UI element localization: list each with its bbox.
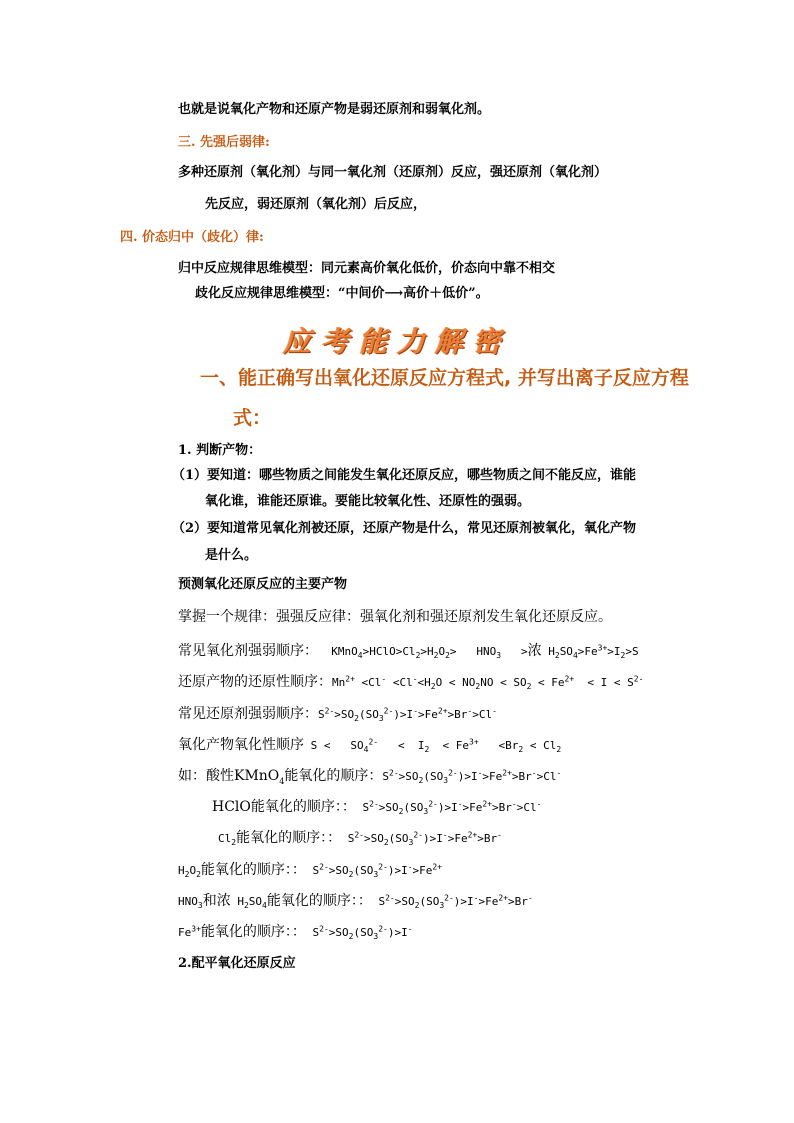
text-line: 是什么。 <box>205 548 258 563</box>
fe3-order: $Fe^{3+}$能氧化的顺序：： $S^{2-}>SO_2(SO_3^{2-})>I^-$ <box>178 924 413 942</box>
text-line: 归中反应规律思维模型：同元素高价氧化低价，价态向中靠不相交 <box>178 261 556 276</box>
hno3-order: $HNO_3$和浓 $H_2SO_4$能氧化的顺序：： $S^{2-}>SO_2(SO_3^{2-})>I^->Fe^{2+}>Br^-$ <box>178 893 533 911</box>
cl2-order: $Cl_2$能氧化的顺序：： $S^{2-}>SO_2(SO_3^{2-})>I^->Fe^{2+}>Br^-$ <box>218 830 502 848</box>
heading-rule-4: 四. 价态归中（歧化）律: <box>120 230 264 245</box>
oxidation-product-order: 氧化产物氧化性顺序 $S < SO_4^{2-} < I_2 < Fe^{3+} <Br_2 < Cl_2$ <box>178 737 562 755</box>
page-title: 应考能力解密 <box>282 325 511 358</box>
kmno4-order: 如：酸性KMnO$_4$能氧化的顺序：$S^{2-}>SO_2(SO_3^{2-})>I^->Fe^{2+}>Br^->Cl^-$ <box>178 768 562 786</box>
text-line: （2）要知道常见氧化剂被还原，还原产物是什么，常见还原剂被氧化，氧化产物 <box>172 521 637 536</box>
reducer-order: 常见还原剂强弱顺序：$S^{2-}>SO_2(SO_3^{2-})>I^->Fe^{2+}>Br^->Cl^-$ <box>178 706 497 724</box>
text-line: 先反应，弱还原剂（氧化剂）后反应， <box>205 197 427 212</box>
text-line: 歧化反应规律思维模型：“中间价⟶高价＋低价”。 <box>195 286 489 301</box>
text-line: 氧化谁，谁能还原谁。要能比较氧化性、还原性的强弱。 <box>205 494 531 509</box>
item-heading: 1. 判断产物： <box>178 443 262 458</box>
section-heading: 一、能正确写出氧化还原反应方程式, 并写出离子反应方程 <box>200 367 689 389</box>
text-line: 也就是说氧化产物和还原产物是弱还原剂和弱氧化剂。 <box>178 102 491 117</box>
text-line: （1）要知道：哪些物质之间能发生氧化还原反应，哪些物质之间不能反应，谁能 <box>172 468 637 483</box>
item-heading: 2.配平氧化还原反应 <box>178 956 296 971</box>
hclo-order: HClO能氧化的顺序：： $S^{2-}>SO_2(SO_3^{2-})>I^->Fe^{2+}>Br^->Cl^-$ <box>212 799 542 817</box>
h2o2-order: $H_2O_2$能氧化的顺序：： $S^{2-}>SO_2(SO_3^{2-})>I^->Fe^{2+}$ <box>178 862 443 880</box>
oxidizer-order: 常见氧化剂强弱顺序： $KMnO_4>HClO>Cl_2>H_2O_2> HNO_3$ >浓 $H_2SO_4>Fe^{3+}>I_2>S$ <box>178 643 639 661</box>
text-line: 多种还原剂（氧化剂）与同一氧化剂（还原剂）反应，强还原剂（氧化剂） <box>178 165 608 180</box>
reduction-product-order: 还原产物的还原性顺序：$Mn^{2+} <Cl^- <Cl^-<H_2O < NO_2NO < SO_2 < Fe^{2+} < I < S^{2-}$ <box>178 674 644 692</box>
heading-rule-3: 三. 先强后弱律: <box>178 135 270 150</box>
section-heading-cont: 式： <box>233 407 272 429</box>
subheading: 预测氧化还原反应的主要产物 <box>178 577 348 592</box>
rule-line: 掌握一个规律：强强反应律：强氧化剂和强还原剂发生氧化还原反应。 <box>178 609 612 625</box>
